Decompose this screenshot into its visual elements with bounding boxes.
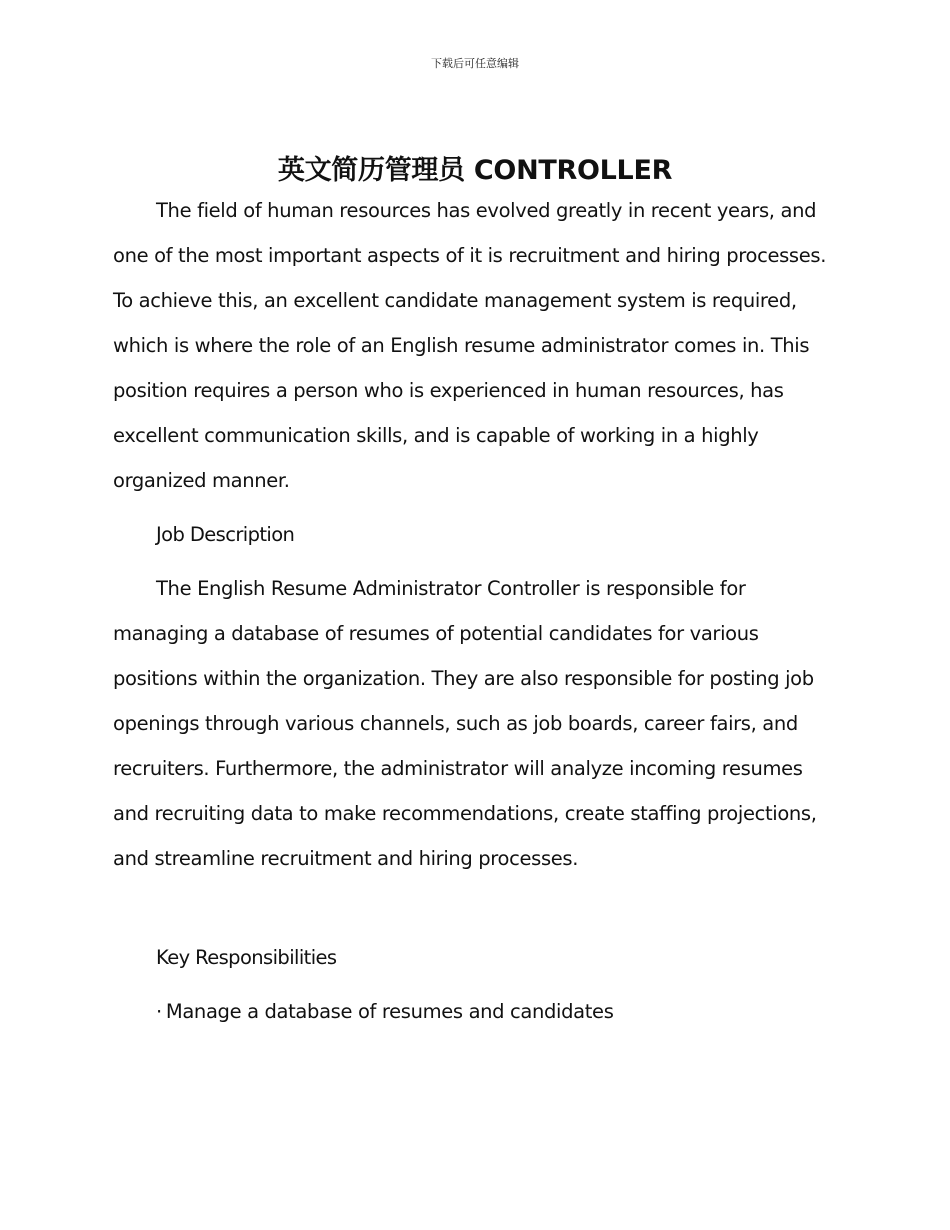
document-title: 英文简历管理员 CONTROLLER [277, 155, 673, 186]
responsibility-text: Manage a database of resumes and candidates [165, 1000, 614, 1023]
key-responsibilities-heading: Key Responsibilities [156, 946, 337, 969]
page-header-note: 下载后可任意编辑 [431, 57, 519, 70]
bullet-icon: · [156, 1000, 162, 1023]
job-description-heading: Job Description [156, 523, 295, 546]
job-description-paragraph: The English Resume Administrator Controller is responsible for managing a database of resumes of potential candidates for various positions within the organization. They are also responsible for posting job openings through various channels, such as job boards, career fairs, and recruiters. Furthermore, the administrator will analyze incoming resumes and recruiting data to make recommendations, create staffing projections, and streamline recruitment and hiring processes. [113, 577, 817, 870]
intro-paragraph: The field of human resources has evolved greatly in recent years, and one of the most important aspects of it is recruitment and hiring processes. To achieve this, an excellent candidate management system is required, which is where the role of an English resume administrator comes in. This position requires a person who is experienced in human resources, has excellent communication skills, and is capable of working in a highly organized manner. [113, 199, 827, 492]
responsibility-list-item [156, 997, 614, 1027]
